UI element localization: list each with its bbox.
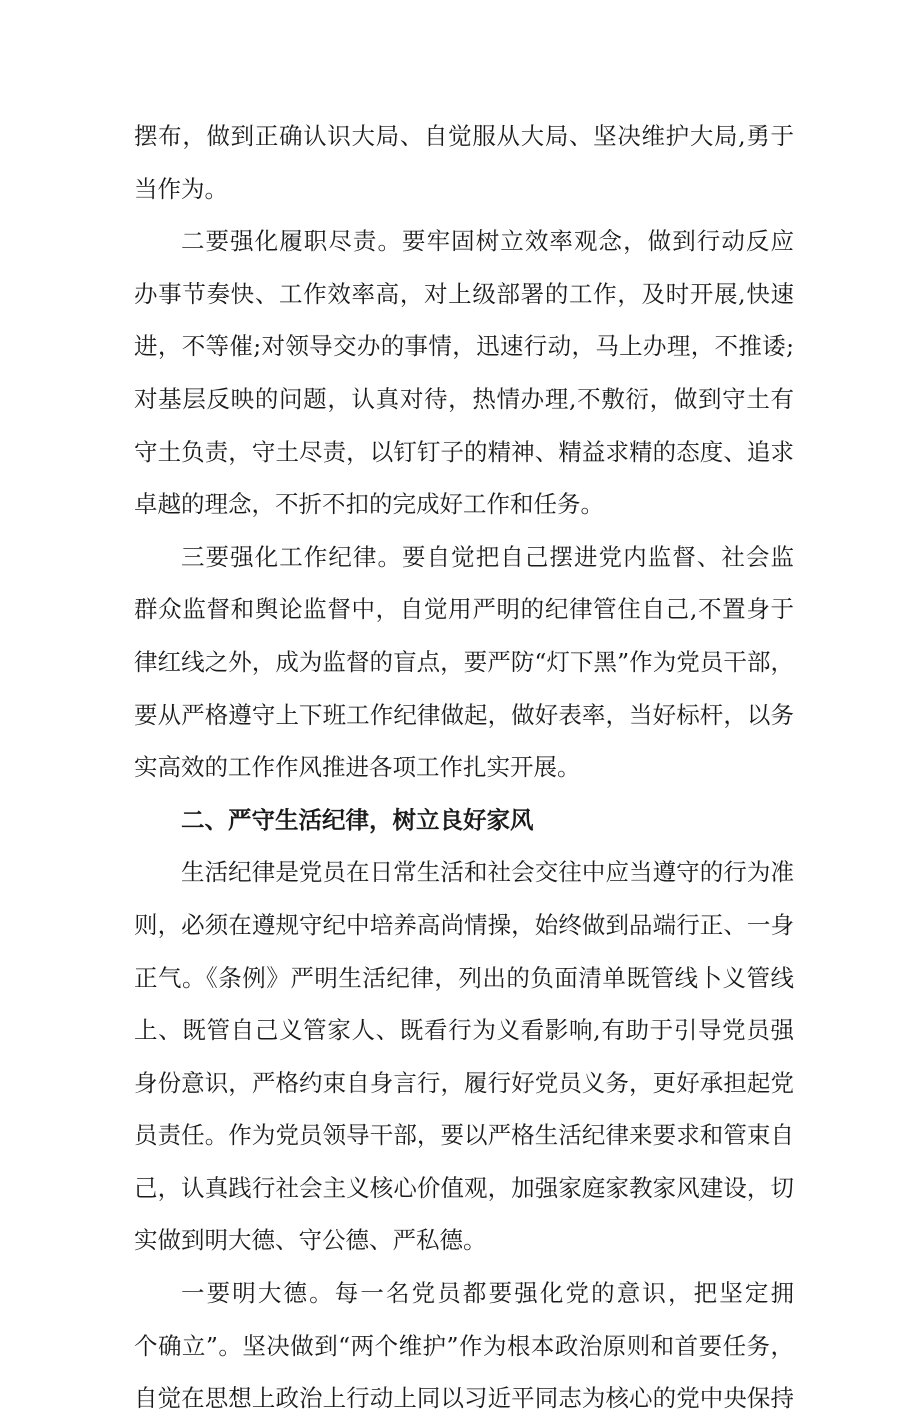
text-line: 上、既管自己义管家人、既看行为义看影响,有助于引导党员强 [134, 1016, 794, 1045]
document-body [134, 110, 794, 1425]
text-line: 群众监督和舆论监督中，自觉用严明的纪律管住自己,不置身于 [134, 595, 794, 624]
text-line: 一要明大德。每一名党员都要强化党的意识，把坚定拥 [181, 1279, 794, 1308]
text-line: 要从严格遵守上下班工作纪律做起，做好表率，当好标杆，以务 [134, 700, 794, 729]
text-line: 当作为。 [134, 174, 228, 203]
text-line: 卓越的理念，不折不扣的完成好工作和任务。 [134, 490, 604, 519]
text-line: 自觉在思想上政治上行动上同以习近平同志为核心的党中央保持 [134, 1384, 794, 1413]
text-line: 守土负责，守土尽责，以钉钉子的精神、精益求精的态度、追求 [134, 437, 794, 466]
text-line: 则，必须在遵规守纪中培养高尚情操，始终做到品端行正、一身 [134, 910, 794, 939]
text-line: 三要强化工作纪律。要自觉把自己摆进党内监督、社会监 [181, 542, 794, 571]
text-line: 己，认真践行社会主义核心价值观，加强家庭家教家风建设，切 [134, 1173, 794, 1202]
text-line: 摆布，做到正确认识大局、自觉服从大局、坚决维护大局,勇于 [134, 122, 794, 150]
text-line: 个确立”。坚决做到“两个维护”作为根本政治原则和首要任务， [134, 1331, 794, 1360]
text-line: 实高效的工作作风推进各项工作扎实开展。 [134, 753, 581, 782]
text-line: 员责任。作为党员领导干部，要以严格生活纪律来要求和管束自 [134, 1121, 794, 1150]
text-line: 实做到明大德、守公德、严私德。 [134, 1226, 487, 1255]
text-line: 身份意识，严格约束自身言行，履行好党员义务，更好承担起党 [134, 1068, 794, 1097]
text-line: 生活纪律是党员在日常生活和社会交往中应当遵守的行为准 [181, 858, 794, 887]
text-line: 二要强化履职尽责。要牢固树立效率观念，做到行动反应 [181, 227, 794, 256]
text-line: 进，不等催;对领导交办的事情，迅速行动，马上办理，不推诿; [134, 332, 794, 361]
text-line: 律红线之外，成为监督的盲点，要严防“灯下黑”作为党员干部， [134, 647, 794, 676]
text-line: 对基层反映的问题，认真对待，热情办理,不敷衍，做到守土有 [134, 384, 794, 413]
section-heading: 二、严守生活纪律，树立良好家风 [181, 805, 534, 834]
text-line: 办事节奏快、工作效率高，对上级部署的工作，及时开展,快速 [134, 279, 794, 308]
text-line: 正气。《条例》严明生活纪律，列出的负面清单既管线卜义管线 [134, 963, 794, 992]
